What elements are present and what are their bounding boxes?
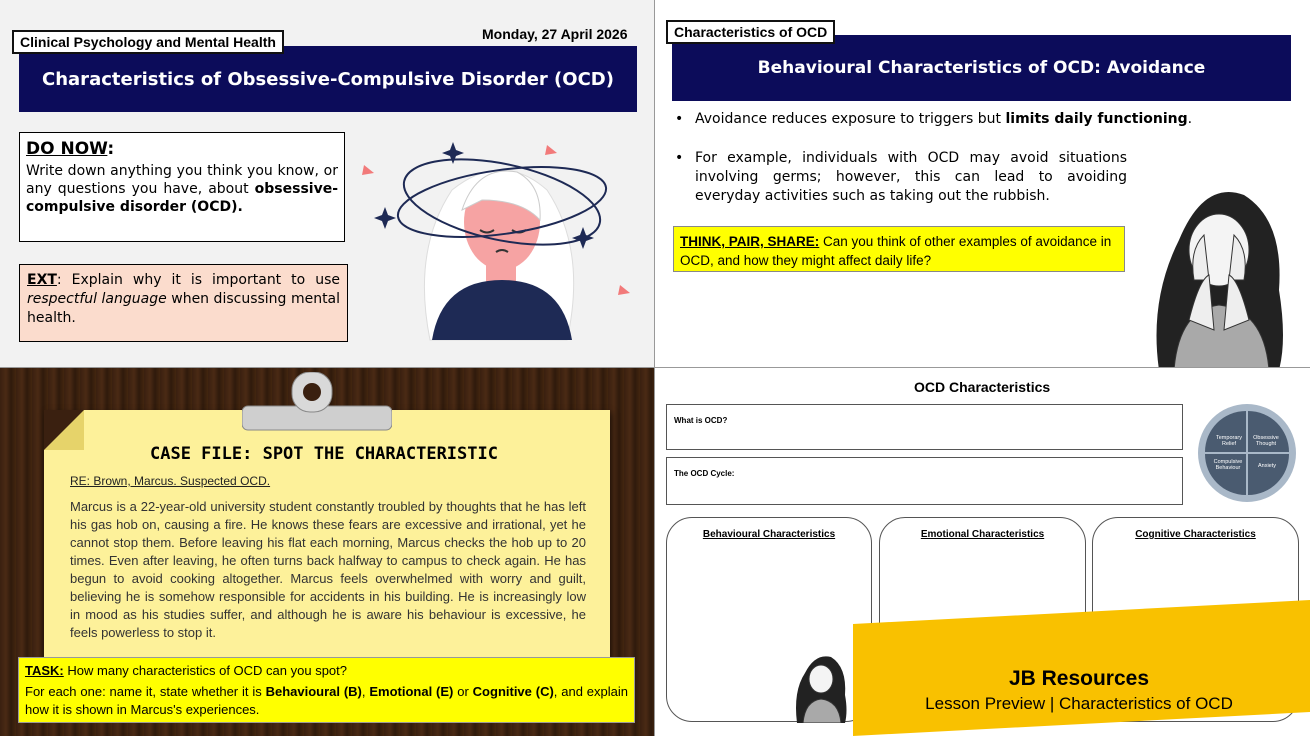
q1-tag-text: Clinical Psychology and Mental Health: [20, 34, 276, 50]
panel-emotional-label: Emotional Characteristics: [920, 529, 1045, 540]
q1-title: Characteristics of Obsessive-Compulsive Disorder (OCD): [42, 68, 614, 90]
q1-title-bar: [19, 46, 637, 112]
what-is-ocd-box[interactable]: [666, 404, 1183, 450]
cycle-quadrant-compulsive-behaviour: Compulsive Behaviour: [1205, 454, 1246, 495]
q2-title: Behavioural Characteristics of OCD: Avoidance: [757, 58, 1206, 78]
case-file-re: RE: Brown, Marcus. Suspected OCD.: [70, 474, 271, 488]
banner-title: JB Resources: [1008, 667, 1150, 690]
q1-tag: [12, 30, 284, 54]
case-file-story: Marcus is a 22-year-old university student constantly troubled by thoughts that he has left his gas hob on, causing a fire. He knows these fears are excessive and irrational, yet he cannot stop them. Before leaving his flat each morning, Marcus checks the hob up to 20 times. Even after leaving, he often turns back halfway to campus to check again. He has begun to avoid cooking altogether. Marcus feels overwhelmed with worry and guilt, believing he is somehow responsible for accidents in his building. He is increasingly low in mood as his studies suffer, and although he is aware his behaviour is excessive, he feels powerless to stop it.: [70, 499, 586, 640]
ocd-cycle-box[interactable]: [666, 457, 1183, 505]
cycle-ring: [1198, 404, 1296, 502]
banner-subtitle: Lesson Preview | Characteristics of OCD: [925, 694, 1233, 713]
do-now-heading: DO NOW:: [26, 139, 115, 159]
ext-box: [19, 264, 348, 342]
slide-q4: [655, 368, 1310, 736]
ocd-cycle-diagram: [1198, 404, 1296, 504]
q2-tag: [666, 20, 835, 44]
q1-date: Monday, 27 April 2026: [482, 26, 628, 42]
what-is-ocd-label: What is OCD?: [674, 416, 728, 425]
slide-q2: [655, 0, 1310, 368]
q4-title: OCD Characteristics: [914, 379, 1051, 395]
q2-tag-text: Characteristics of OCD: [674, 24, 828, 40]
clipboard-clip-icon: [242, 372, 392, 434]
task-line-1: TASK: How many characteristics of OCD can you spot?: [25, 663, 347, 678]
do-now-box: [19, 132, 345, 242]
slide-q3: [0, 368, 655, 736]
panel-cognitive-label: Cognitive Characteristics: [1135, 529, 1256, 540]
slide-q1: [0, 0, 655, 368]
anxious-woman-illustration: [362, 130, 642, 345]
cycle-quadrant-temporary-relief: Temporary Relief: [1205, 411, 1246, 452]
cycle-quadrant-obsessive-thought: Obsessive Thought: [1248, 411, 1289, 452]
q2-bullet-1: • Avoidance reduces exposure to triggers but limits daily functioning.: [675, 111, 1193, 127]
task-line-2: For each one: name it, state whether it is Behavioural (B), Emotional (E) or Cognitive (C), and explain how it is shown in Marcus's experiences.: [25, 684, 628, 717]
horizontal-divider: [0, 367, 1310, 368]
distressed-woman-illustration: [1149, 180, 1291, 368]
vertical-divider: [654, 0, 655, 736]
ext-text: EXT: Explain why it is important to use respectful language when discussing mental health.: [27, 272, 341, 326]
panel-behavioural-label: Behavioural Characteristics: [702, 529, 836, 540]
q2-bullet-2: • For example, individuals with OCD may avoid situations involving germs; however, this can lead to avoiding everyday activities such as taking out the rubbish.: [675, 150, 1127, 204]
case-file-title: CASE FILE: SPOT THE CHARACTERISTIC: [150, 444, 498, 464]
small-distressed-figure: [793, 651, 849, 723]
think-pair-share-box: THINK, PAIR, SHARE: Can you think of other examples of avoidance in OCD, and how they might affect daily life?: [673, 226, 1125, 272]
cycle-quadrant-anxiety: Anxiety: [1248, 454, 1289, 495]
ocd-cycle-label: The OCD Cycle:: [674, 469, 735, 478]
q2-title-bar: [672, 35, 1291, 101]
do-now-text: Write down anything you think you know, or any questions you have, about obsessive-compulsive disorder (OCD).: [26, 163, 339, 215]
task-box: [18, 657, 635, 723]
paper-fold-corner: [44, 410, 84, 450]
